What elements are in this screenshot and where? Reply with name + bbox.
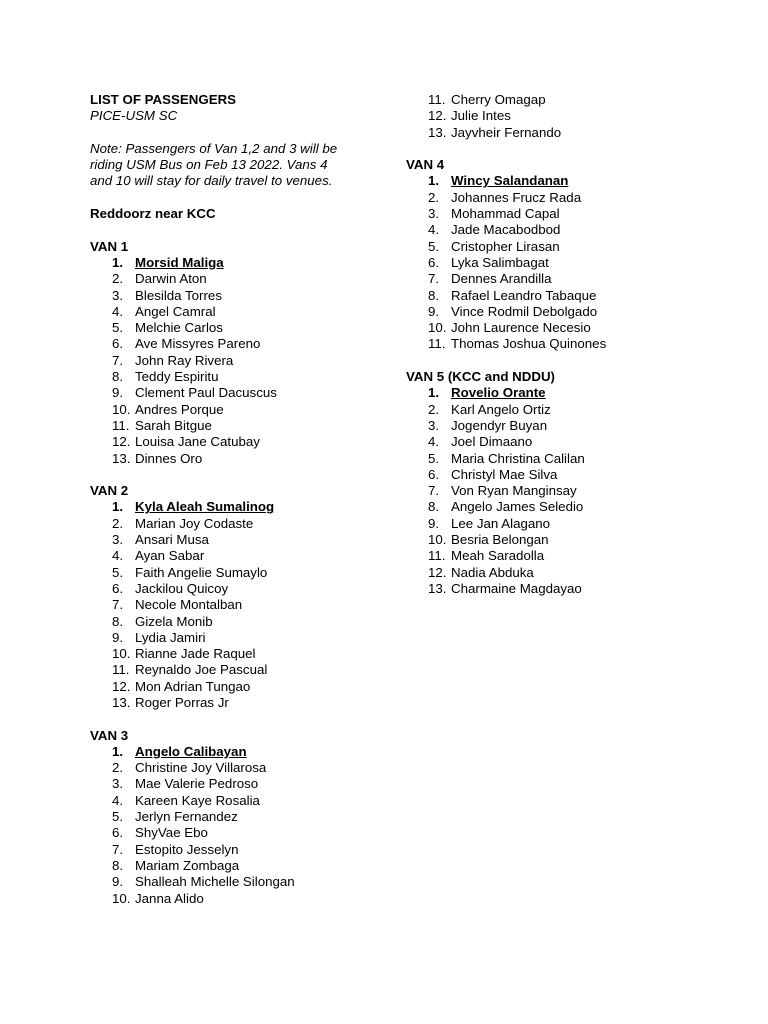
passenger-item	[90, 434, 390, 450]
passenger-name: Janna Alido	[135, 890, 204, 906]
passenger-name: Meah Saradolla	[451, 548, 545, 564]
van-3-passenger-list	[90, 744, 390, 907]
van-leader-item	[406, 385, 726, 401]
passenger-number: 13.	[428, 580, 447, 596]
passenger-number: 3.	[112, 287, 124, 303]
passenger-number: 5.	[112, 320, 124, 336]
passenger-number: 6.	[112, 580, 124, 596]
passenger-number: 12.	[428, 108, 447, 124]
passenger-name: Jogendyr Buyan	[451, 417, 548, 433]
passenger-item	[406, 548, 726, 564]
passenger-number: 1.	[428, 385, 440, 401]
passenger-item	[406, 467, 726, 483]
passenger-name: Von Ryan Manginsay	[451, 483, 577, 499]
passenger-name: Charmaine Magdayao	[451, 580, 582, 596]
document-subtitle: PICE-USM SC	[90, 108, 178, 124]
passenger-name: Blesilda Torres	[135, 287, 222, 303]
passenger-name: Lee Jan Alagano	[451, 515, 551, 531]
passenger-name: Kyla Aleah Sumalinog	[135, 499, 275, 515]
passenger-number: 9.	[112, 874, 124, 890]
passenger-name: Wincy Salandanan	[451, 173, 569, 189]
passenger-item	[90, 679, 390, 695]
passenger-number: 5.	[428, 450, 440, 466]
passenger-number: 7.	[112, 597, 124, 613]
passenger-name: Lydia Jamiri	[135, 629, 206, 645]
travel-note	[90, 141, 390, 190]
passenger-name: Louisa Jane Catubay	[135, 434, 260, 450]
passenger-name: Nadia Abduka	[451, 564, 534, 580]
passenger-item	[406, 304, 726, 320]
passenger-number: 11.	[428, 548, 446, 564]
passenger-item	[90, 565, 390, 581]
passenger-name: Jerlyn Fernandez	[135, 809, 238, 825]
passenger-item	[90, 760, 390, 776]
passenger-name: Lyka Salimbagat	[451, 254, 549, 270]
passenger-name: Clement Paul Dacuscus	[135, 385, 277, 401]
passenger-number: 11.	[428, 336, 446, 352]
van-5-passenger-list	[406, 385, 726, 597]
passenger-number: 13.	[112, 450, 131, 466]
passenger-name: Kareen Kaye Rosalia	[135, 792, 260, 808]
passenger-name: Rianne Jade Raquel	[135, 646, 256, 662]
passenger-number: 4.	[428, 222, 440, 238]
passenger-item	[90, 695, 390, 711]
passenger-number: 12.	[112, 678, 131, 694]
passenger-number: 7.	[428, 271, 440, 287]
passenger-name: Karl Angelo Ortiz	[451, 401, 551, 417]
passenger-item	[90, 614, 390, 630]
passenger-item	[90, 548, 390, 564]
passenger-item	[406, 516, 726, 532]
passenger-number: 3.	[112, 776, 124, 792]
passenger-name: Rovelio Orante	[451, 385, 546, 401]
passenger-name: Thomas Joshua Quinones	[451, 336, 607, 352]
van-1-heading: VAN 1	[90, 238, 129, 254]
passenger-name: Rafael Leandro Tabaque	[451, 287, 597, 303]
passenger-name: Jackilou Quicoy	[135, 580, 229, 596]
passenger-name: Vince Rodmil Debolgado	[451, 303, 598, 319]
passenger-item	[90, 369, 390, 385]
passenger-name: Christine Joy Villarosa	[135, 760, 267, 776]
passenger-name: Mae Valerie Pedroso	[135, 776, 259, 792]
travel-note-line: riding USM Bus on Feb 13 2022. Vans 4	[90, 157, 328, 173]
passenger-number: 1.	[112, 254, 124, 270]
passenger-number: 12.	[428, 564, 447, 580]
passenger-name: Shalleah Michelle Silongan	[135, 874, 295, 890]
passenger-item	[90, 402, 390, 418]
passenger-name: Mariam Zombaga	[135, 857, 240, 873]
passenger-name: Jade Macabodbod	[451, 222, 561, 238]
passenger-item	[90, 809, 390, 825]
passenger-name: Dinnes Oro	[135, 450, 203, 466]
passenger-item	[90, 891, 390, 907]
passenger-item	[90, 532, 390, 548]
passenger-name: Maria Christina Calilan	[451, 450, 585, 466]
passenger-name: Mohammad Capal	[451, 206, 560, 222]
passenger-item	[406, 222, 726, 238]
passenger-number: 10.	[112, 401, 131, 417]
passenger-name: Dennes Arandilla	[451, 271, 552, 287]
passenger-item	[406, 402, 726, 418]
passenger-item	[90, 793, 390, 809]
passenger-name: Teddy Espiritu	[135, 369, 219, 385]
passenger-number: 11.	[428, 92, 446, 107]
passenger-number: 3.	[112, 532, 124, 548]
passenger-item	[90, 418, 390, 434]
passenger-number: 6.	[428, 254, 440, 270]
passenger-name: Estopito Jesselyn	[135, 841, 239, 857]
passenger-name: John Ray Rivera	[135, 352, 234, 368]
passenger-item	[90, 288, 390, 304]
passenger-number: 6.	[112, 825, 124, 841]
document-title: LIST OF PASSENGERS	[90, 92, 237, 107]
passenger-item	[90, 842, 390, 858]
passenger-name: Necole Montalban	[135, 597, 243, 613]
van-5-heading: VAN 5 (KCC and NDDU)	[406, 369, 555, 385]
passenger-number: 5.	[428, 238, 440, 254]
passenger-name: Morsid Maliga	[135, 254, 224, 270]
passenger-number: 11.	[112, 417, 130, 433]
passenger-item	[90, 597, 390, 613]
passenger-name: Mon Adrian Tungao	[135, 678, 251, 694]
passenger-item	[90, 516, 390, 532]
passenger-item	[90, 271, 390, 287]
passenger-item	[90, 776, 390, 792]
passenger-item	[406, 108, 726, 124]
van-4-passenger-list	[406, 173, 726, 352]
van-2-heading: VAN 2	[90, 483, 129, 499]
passenger-number: 12.	[112, 434, 131, 450]
passenger-item	[406, 255, 726, 271]
passenger-number: 9.	[112, 385, 124, 401]
passenger-item	[406, 499, 726, 515]
passenger-name: Johannes Frucz Rada	[451, 189, 582, 205]
passenger-number: 7.	[112, 841, 124, 857]
passenger-number: 2.	[112, 515, 124, 531]
van-leader-item	[90, 255, 390, 271]
passenger-item	[406, 206, 726, 222]
passenger-name: Joel Dimaano	[451, 434, 533, 450]
left-column	[90, 92, 390, 907]
passenger-item	[406, 451, 726, 467]
passenger-number: 4.	[112, 548, 124, 564]
van-3-heading: VAN 3	[90, 727, 129, 743]
passenger-name: Melchie Carlos	[135, 320, 223, 336]
passenger-name: Angelo Calibayan	[135, 743, 247, 759]
passenger-name: Cherry Omagap	[451, 92, 546, 107]
passenger-name: Andres Porque	[135, 401, 224, 417]
passenger-item	[90, 662, 390, 678]
passenger-number: 1.	[428, 173, 440, 189]
passenger-name: Besria Belongan	[451, 532, 549, 548]
passenger-name: Ayan Sabar	[135, 548, 205, 564]
passenger-name: Ave Missyres Pareno	[135, 336, 261, 352]
passenger-number: 9.	[112, 629, 124, 645]
passenger-number: 2.	[112, 271, 124, 287]
van-leader-item	[90, 744, 390, 760]
passenger-name: Angel Camral	[135, 303, 216, 319]
passenger-number: 9.	[428, 515, 440, 531]
passenger-item	[90, 451, 390, 467]
passenger-item	[90, 874, 390, 890]
passenger-item	[406, 190, 726, 206]
passenger-item	[90, 581, 390, 597]
passenger-number: 6.	[112, 336, 124, 352]
passenger-number: 10.	[112, 890, 131, 906]
passenger-name: Angelo James Seledio	[451, 499, 584, 515]
passenger-name: Roger Porras Jr	[135, 694, 229, 710]
passenger-name: ShyVae Ebo	[135, 825, 208, 841]
passenger-number: 5.	[112, 564, 124, 580]
passenger-number: 5.	[112, 809, 124, 825]
passenger-number: 6.	[428, 466, 440, 482]
passenger-name: Marian Joy Codaste	[135, 515, 254, 531]
passenger-item	[90, 630, 390, 646]
travel-note-line: Note: Passengers of Van 1,2 and 3 will be	[90, 140, 338, 156]
passenger-number: 7.	[112, 352, 124, 368]
passenger-number: 10.	[112, 646, 131, 662]
passenger-item	[90, 385, 390, 401]
passenger-number: 4.	[428, 434, 440, 450]
passenger-number: 8.	[112, 369, 124, 385]
passenger-item	[406, 320, 726, 336]
passenger-name: Julie Intes	[451, 108, 511, 124]
passenger-name: Jayvheir Fernando	[451, 124, 562, 140]
passenger-item	[406, 336, 726, 352]
passenger-name: Gizela Monib	[135, 613, 213, 629]
passenger-item	[406, 239, 726, 255]
passenger-number: 8.	[112, 613, 124, 629]
passenger-item	[90, 336, 390, 352]
passenger-number: 3.	[428, 206, 440, 222]
passenger-number: 1.	[112, 743, 124, 759]
passenger-item	[406, 434, 726, 450]
passenger-name: Cristopher Lirasan	[451, 238, 560, 254]
passenger-item	[406, 92, 726, 108]
passenger-number: 11.	[112, 662, 130, 678]
passenger-item	[90, 320, 390, 336]
passenger-number: 1.	[112, 499, 124, 515]
van-2-passenger-list	[90, 499, 390, 711]
van-1-passenger-list	[90, 255, 390, 467]
passenger-number: 2.	[428, 401, 440, 417]
passenger-number: 7.	[428, 483, 440, 499]
passenger-name: Ansari Musa	[135, 532, 209, 548]
passenger-number: 4.	[112, 303, 124, 319]
passenger-item	[90, 304, 390, 320]
passenger-number: 2.	[112, 760, 124, 776]
passenger-item	[406, 288, 726, 304]
passenger-name: John Laurence Necesio	[451, 320, 591, 336]
van-4-heading: VAN 4	[406, 157, 445, 173]
passenger-number: 10.	[428, 532, 447, 548]
passenger-number: 10.	[428, 320, 447, 336]
location-heading: Reddoorz near KCC	[90, 206, 216, 222]
passenger-number: 13.	[112, 694, 131, 710]
right-column	[406, 92, 726, 597]
van-leader-item	[406, 173, 726, 189]
passenger-item	[90, 825, 390, 841]
passenger-item	[406, 125, 726, 141]
passenger-number: 8.	[112, 857, 124, 873]
passenger-item	[406, 532, 726, 548]
passenger-number: 8.	[428, 287, 440, 303]
passenger-name: Darwin Aton	[135, 271, 207, 287]
passenger-number: 8.	[428, 499, 440, 515]
passenger-name: Sarah Bitgue	[135, 417, 212, 433]
passenger-number: 4.	[112, 792, 124, 808]
passenger-item	[406, 271, 726, 287]
passenger-number: 9.	[428, 303, 440, 319]
van-3-passenger-list-continued	[406, 92, 726, 141]
passenger-item	[90, 858, 390, 874]
passenger-number: 13.	[428, 124, 447, 140]
passenger-item	[406, 565, 726, 581]
passenger-name: Christyl Mae Silva	[451, 466, 558, 482]
passenger-number: 3.	[428, 417, 440, 433]
passenger-item	[90, 646, 390, 662]
passenger-name: Faith Angelie Sumaylo	[135, 564, 268, 580]
van-leader-item	[90, 499, 390, 515]
passenger-item	[90, 353, 390, 369]
travel-note-line: and 10 will stay for daily travel to venues.	[90, 173, 333, 189]
passenger-name: Reynaldo Joe Pascual	[135, 662, 268, 678]
passenger-item	[406, 483, 726, 499]
passenger-item	[406, 581, 726, 597]
passenger-item	[406, 418, 726, 434]
passenger-number: 2.	[428, 189, 440, 205]
